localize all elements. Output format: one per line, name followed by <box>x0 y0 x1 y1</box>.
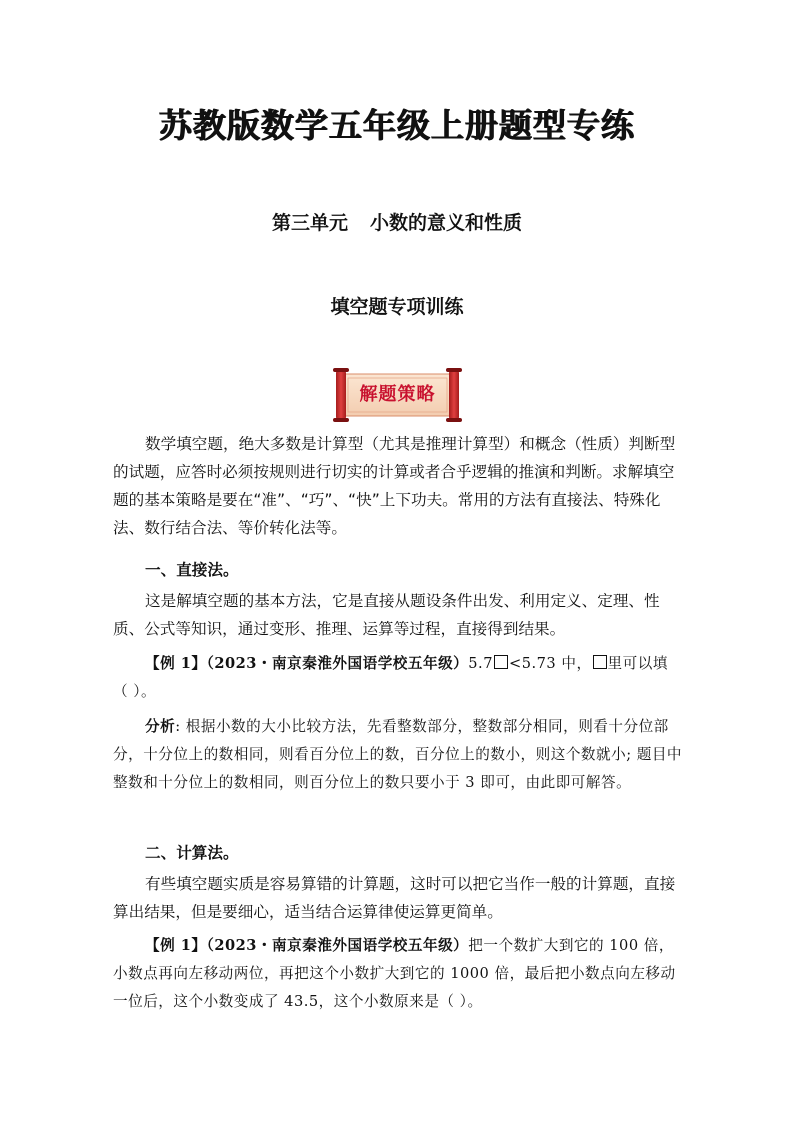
method-2-example <box>113 932 683 1016</box>
banner-label: 解题策略 <box>359 384 436 405</box>
document-title: 苏教版数学五年级上册题型专练 <box>159 106 635 145</box>
example-label: 【例 1】 <box>145 655 207 672</box>
example-question-part1: 5.7 <box>468 655 493 672</box>
intro-paragraph: 数学填空题，绝大多数是计算型（尤其是推理计算型）和概念（性质）判断型的试题，应答时必须按规则进行切实的计算或者合乎逻辑的推演和判断。求解填空题的基本策略是要在“准”、“巧”、“快”上下功夫。常用的方法有直接法、特殊化法、数行结合法、等价转化法等。 <box>113 435 676 537</box>
example-source: （2023・南京秦淮外国语学校五年级） <box>206 655 469 672</box>
section-title: 填空题专项训练 <box>330 296 464 318</box>
blank-box-icon <box>593 655 607 669</box>
strategy-banner <box>330 368 465 422</box>
example-source: （2023・南京秦淮外国语学校五年级） <box>206 937 469 954</box>
method-2-heading: 二、计算法。 <box>145 844 239 862</box>
analysis-text: : 根据小数的大小比较方法，先看整数部分，整数部分相同，则看十分位部分，十分位上的数相同，则看百分位上的数，百分位上的数小，则这个数就小; 题目中整数和十分位上的数相同，则百分位上的数只要小于 3 即可，由此即可解答。 <box>113 718 683 791</box>
example-question: 把一个数扩大到它的 100 倍，小数点再向左移动两位，再把这个小数扩大到它的 1000 倍，最后把小数点向左移动一位后，这个小数变成了 43.5，这个小数原来是（ ）。 <box>113 937 676 1010</box>
method-1-analysis <box>113 713 683 797</box>
method-1-example <box>113 650 683 706</box>
method-1-description: 这是解填空题的基本方法，它是直接从题设条件出发、利用定义、定理、性质、公式等知识，通过变形、推理、运算等过程，直接得到结果。 <box>113 592 660 638</box>
method-2-description: 有些填空题实质是容易算错的计算题，这时可以把它当作一般的计算题，直接算出结果，但是要细心，适当结合运算律使运算更简单。 <box>113 875 676 921</box>
analysis-label: 分析 <box>145 718 176 735</box>
example-question-part2: <5.73 中， <box>508 655 592 672</box>
unit-title <box>0 208 794 235</box>
method-1-heading: 一、直接法。 <box>145 561 239 579</box>
unit-number: 第三单元 <box>271 212 348 234</box>
example-label: 【例 1】 <box>145 937 207 954</box>
example-question-part3: 里可以填（ ）。 <box>113 655 668 700</box>
unit-name: 小数的意义和性质 <box>370 212 523 234</box>
blank-box-icon <box>494 655 508 669</box>
